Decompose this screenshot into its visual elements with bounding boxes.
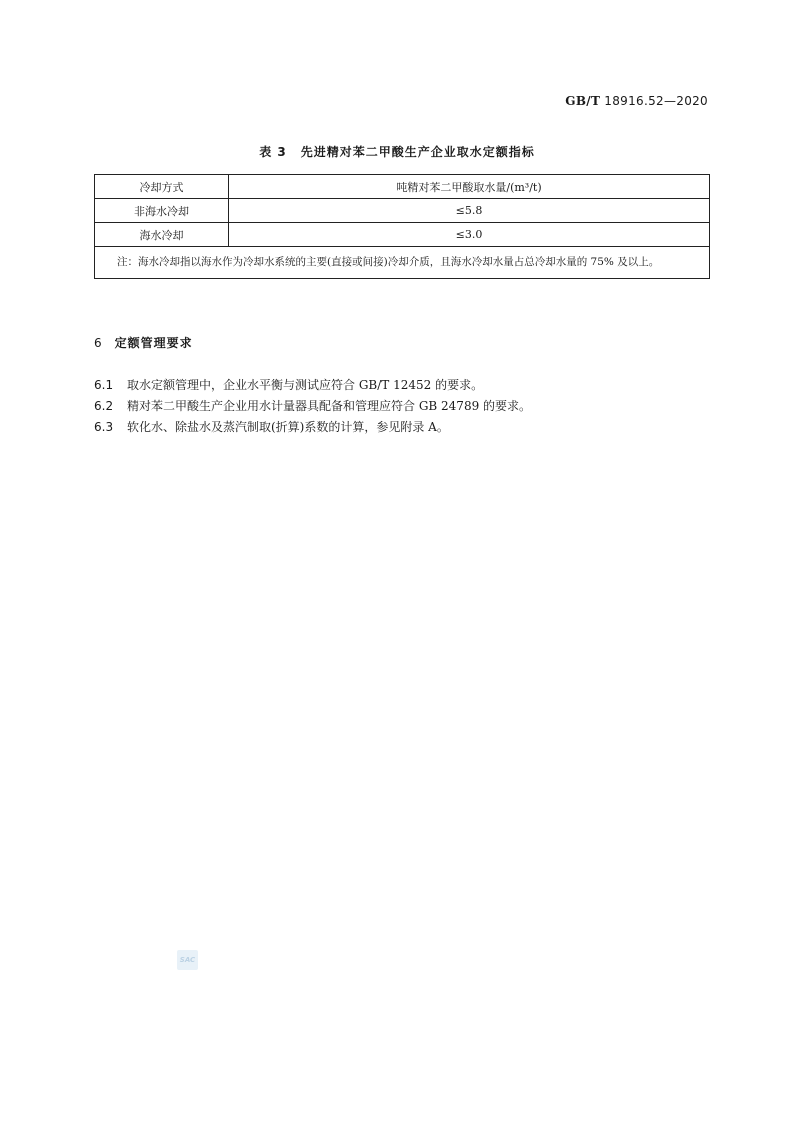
quota-table xyxy=(94,174,710,279)
cell-water-intake: ≤5.8 xyxy=(229,199,710,223)
table-row xyxy=(95,199,710,223)
standard-code: 18916.52—2020 xyxy=(604,94,708,108)
clause-text: 取水定额管理中，企业水平衡与测试应符合 GB/T 12452 的要求。 xyxy=(127,378,484,392)
standard-prefix: GB/T xyxy=(565,94,601,108)
clause-number: 6.1 xyxy=(94,378,114,392)
cell-cooling-method: 海水冷却 xyxy=(95,223,229,247)
sac-watermark-logo: SAC xyxy=(177,950,198,970)
cell-cooling-method: 非海水冷却 xyxy=(95,199,229,223)
clause-6-2 xyxy=(94,397,531,414)
clause-number: 6.3 xyxy=(94,420,114,434)
table-number: 表 3 xyxy=(259,145,287,159)
table-note-row xyxy=(95,247,710,279)
table-title xyxy=(0,143,794,160)
section-number: 6 xyxy=(94,336,103,350)
table-note-cell xyxy=(95,247,710,279)
table-title-text: 先进精对苯二甲酸生产企业取水定额指标 xyxy=(300,145,535,159)
clause-6-3 xyxy=(94,418,449,435)
clause-text: 软化水、除盐水及蒸汽制取(折算)系数的计算，参见附录 A。 xyxy=(127,420,449,434)
table-row xyxy=(95,223,710,247)
clause-6-1 xyxy=(94,376,483,393)
col-header-water-intake: 吨精对苯二甲酸取水量/(m³/t) xyxy=(229,175,710,199)
section-title: 定额管理要求 xyxy=(114,336,193,350)
clause-number: 6.2 xyxy=(94,399,114,413)
table-note: 注：海水冷却指以海水作为冷却水系统的主要(直接或间接)冷却介质，且海水冷却水量占总冷却水量的 75% 及以上。 xyxy=(117,256,660,268)
col-header-cooling-method: 冷却方式 xyxy=(95,175,229,199)
section-heading xyxy=(94,334,193,351)
standard-number xyxy=(565,94,708,108)
clause-text: 精对苯二甲酸生产企业用水计量器具配备和管理应符合 GB 24789 的要求。 xyxy=(127,399,532,413)
table-header-row xyxy=(95,175,710,199)
cell-water-intake: ≤3.0 xyxy=(229,223,710,247)
